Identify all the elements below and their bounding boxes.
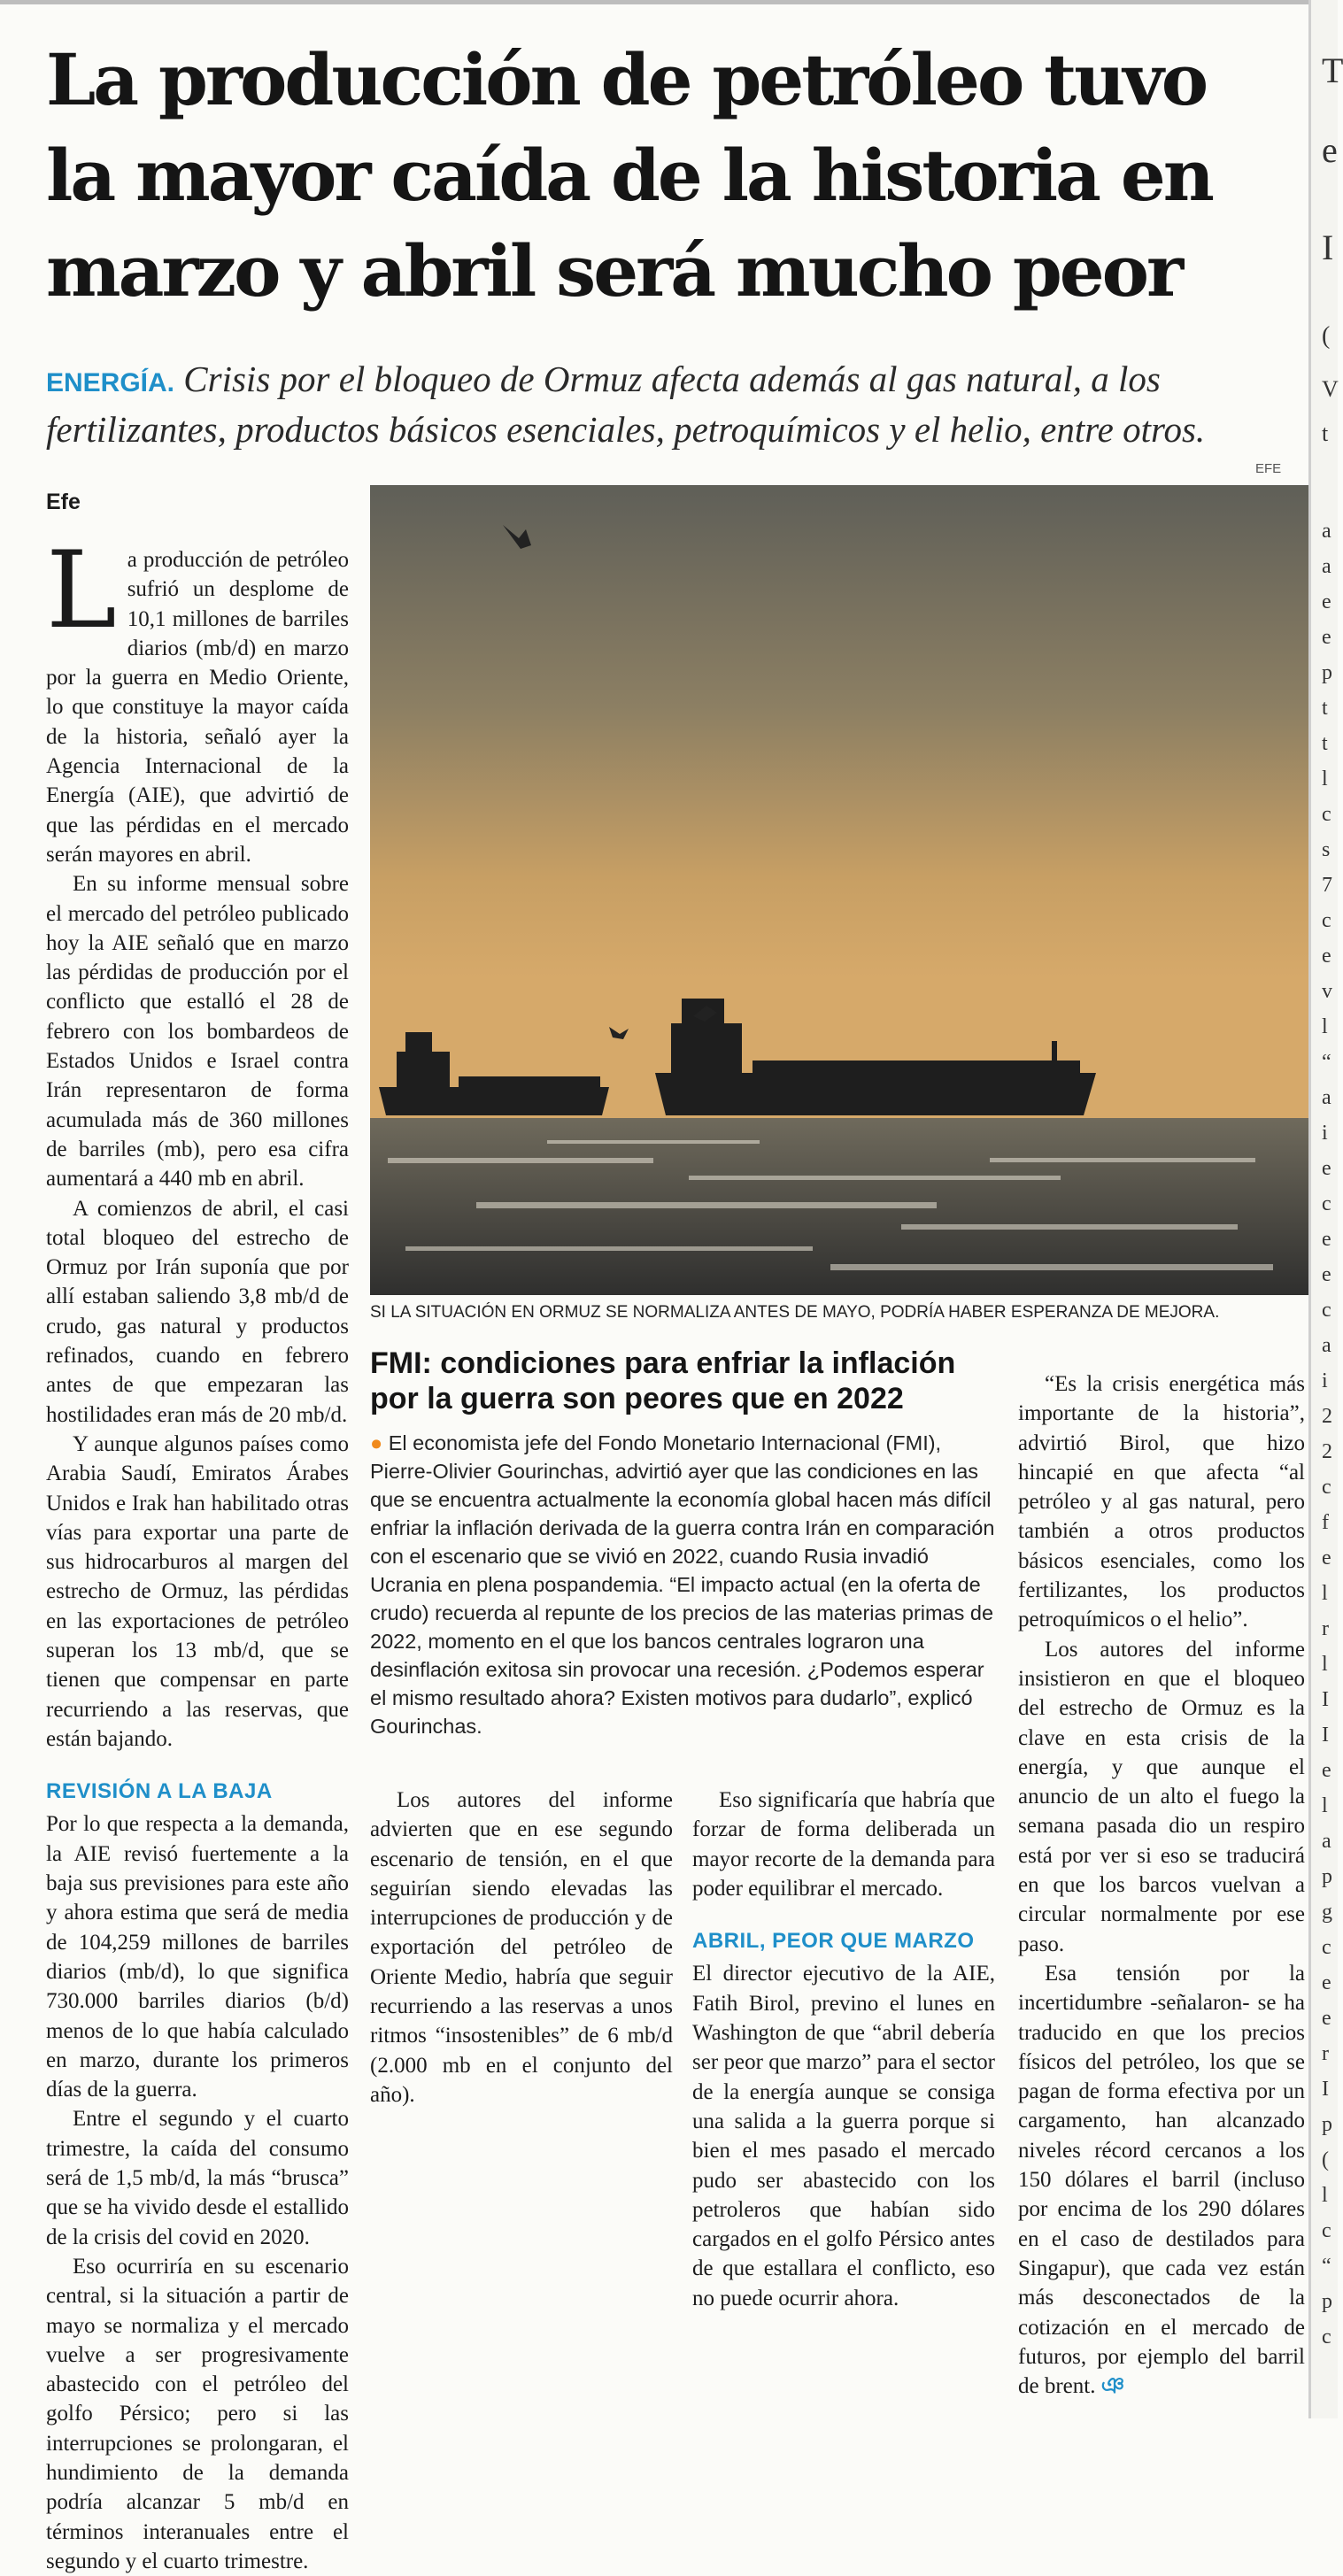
adjacent-fragment: r xyxy=(1322,2042,1329,2065)
adjacent-fragment: p xyxy=(1322,2113,1332,2136)
adjacent-fragment: p xyxy=(1322,661,1332,684)
adjacent-fragment: i xyxy=(1322,1122,1328,1145)
end-mark-icon: ঞ xyxy=(1100,2373,1125,2399)
byline: Efe xyxy=(46,490,81,514)
photo-illustration xyxy=(370,485,1310,1295)
adjacent-fragment: V xyxy=(1322,376,1339,402)
adjacent-fragment: a xyxy=(1322,1086,1331,1109)
adjacent-fragment: “ xyxy=(1322,1051,1331,1074)
adjacent-fragment: 7 xyxy=(1322,874,1332,897)
adjacent-fragment: a xyxy=(1322,1334,1331,1357)
adjacent-fragment: s xyxy=(1322,838,1331,861)
adjacent-fragment: e xyxy=(1322,945,1331,968)
adjacent-fragment: c xyxy=(1322,1192,1331,1215)
adjacent-fragment: I xyxy=(1322,1724,1329,1747)
adjacent-fragment: I xyxy=(1322,1688,1329,1711)
body-paragraph: En su informe mensual sobre el mercado del petróleo publicado hoy la AIE señaló que en marzo las pérdidas de producción por el conflicto que estalló el 28 de febrero con los bombardeos de Estados Unidos e Israel contra Irán representaron de forma acumulada más de 360 millones de barriles (mb), pero esa cifra aumentará a 440 mb en abril. xyxy=(46,872,349,1192)
adjacent-fragment: e xyxy=(1322,590,1331,613)
section-kicker: ENERGÍA. xyxy=(46,368,175,397)
article-column-4 xyxy=(1018,1369,1305,2401)
bullet-icon: ● xyxy=(370,1431,383,1454)
adjacent-fragment: e xyxy=(1322,1759,1331,1782)
adjacent-fragment: e xyxy=(1322,130,1338,170)
adjacent-fragment: ( xyxy=(1322,322,1331,350)
deck-text: Crisis por el bloqueo de Ormuz afecta además al gas natural, a los fertilizantes, productos básicos esenciales, petroquímicos y el helio, entre otros. xyxy=(46,359,1206,450)
adjacent-fragment: I xyxy=(1322,228,1334,267)
adjacent-fragment: t xyxy=(1322,732,1328,755)
adjacent-fragment: e xyxy=(1322,1263,1331,1286)
adjacent-fragment: l xyxy=(1322,1015,1328,1038)
adjacent-fragment: e xyxy=(1322,626,1331,649)
adjacent-fragment: e xyxy=(1322,1546,1331,1570)
adjacent-fragment: l xyxy=(1322,1794,1328,1817)
subhead-abril: ABRIL, PEOR QUE MARZO xyxy=(692,1929,975,1954)
body-paragraph: Eso significaría que habría que forzar de forma deliberada un mayor recorte de la demanda para poder equilibrar el mercado. xyxy=(692,1788,995,1901)
body-paragraph: El director ejecutivo de la AIE, Fatih Birol, previno el lunes en Washington de que “abril debería ser peor que marzo” para el sector de la energía aunque se consiga una salida a la guerra porque si bien el mes pasado el mercado pudo ser abastecido con los petroleros que habían sido cargados en el golfo Pérsico antes de que estallara el conflicto, eso no puede ocurrir ahora. xyxy=(692,1962,995,2310)
adjacent-fragment: 2 xyxy=(1322,1440,1332,1463)
article-column-1 xyxy=(46,529,349,2576)
adjacent-fragment: e xyxy=(1322,1157,1331,1180)
adjacent-fragment: I xyxy=(1322,2078,1329,2101)
adjacent-fragment: r xyxy=(1322,1617,1329,1640)
adjacent-fragment: i xyxy=(1322,1369,1328,1392)
fmi-sidebar-box xyxy=(370,1346,1004,1770)
adjacent-fragment: c xyxy=(1322,2219,1331,2242)
sky xyxy=(370,485,1310,1118)
photo-credit: EFE xyxy=(1255,461,1282,476)
adjacent-fragment: c xyxy=(1322,1299,1331,1322)
subhead-revision: REVISIÓN A LA BAJA xyxy=(46,1779,273,1804)
adjacent-fragment: “ xyxy=(1322,2255,1331,2278)
headline: La producción de petróleo tuvo la mayor caída de la historia en marzo y abril será mucho peor xyxy=(46,38,1212,312)
article-column-3 xyxy=(692,1785,995,2313)
body-paragraph: Entre el segundo y el cuarto trimestre, la caída del consumo será de 1,5 mb/d, la más “brusca” que se ha vivido desde el estallido de la crisis del covid en 2020. xyxy=(46,2107,349,2249)
sidebar-title: FMI: condiciones para enfriar la inflación por la guerra son peores que en 2022 xyxy=(370,1346,956,1415)
adjacent-fragment: c xyxy=(1322,909,1331,932)
adjacent-fragment: t xyxy=(1322,420,1329,446)
adjacent-fragment: f xyxy=(1322,1511,1329,1534)
adjacent-fragment: p xyxy=(1322,1865,1332,1888)
body-paragraph: Y aunque algunos países como Arabia Saudí, Emiratos Árabes Unidos e Irak han habilitado otras vías para exportar una parte de sus hidrocarburos al margen del estrecho de Ormuz, las pérdidas en las exportaciones de petróleo superan los 13 mb/d, que se tienen que compensar en parte recurriendo a las reservas, que están bajando. xyxy=(46,1431,349,1751)
article-column-2 xyxy=(370,1785,673,2109)
deck xyxy=(46,356,1285,452)
adjacent-page-strip xyxy=(1308,0,1343,2418)
adjacent-fragment: p xyxy=(1322,2290,1332,2313)
body-paragraph: Los autores del informe insistieron en que el bloqueo del estrecho de Ormuz es la clave en esta crisis de la energía, y que aunque el anuncio de un alto el fuego la semana pasada dio un respiro está por ver si eso se traducirá en que los barcos vuelvan a circular normalmente por ese paso. xyxy=(1018,1637,1305,1956)
adjacent-fragment: e xyxy=(1322,1971,1331,1994)
adjacent-fragment: 2 xyxy=(1322,1405,1332,1428)
body-paragraph: “Es la crisis energética más importante de la historia”, advirtió Birol, que hizo hincapié en que afecta “al petróleo y al gas natural, pero también a otros productos básicos esenciales, como los fertilizantes, los productos petroquímicos o el helio”. xyxy=(1018,1372,1305,1632)
adjacent-fragment: l xyxy=(1322,767,1328,791)
adjacent-fragment: c xyxy=(1322,1936,1331,1959)
lead-paragraph: La producción de petróleo sufrió un desplome de 10,1 millones de barriles diarios (mb/d) en marzo por la guerra en Medio Oriente, lo que constituye la mayor caída de la historia, señaló ayer la Agencia Internacional de la Energía (AIE), que advirtió de que las pérdidas en el mercado serán mayores en abril. xyxy=(46,529,349,867)
news-photo-tankers-sunset xyxy=(370,485,1310,1295)
adjacent-fragment: T xyxy=(1322,50,1343,90)
drop-cap: L xyxy=(46,529,117,652)
adjacent-fragment: t xyxy=(1322,697,1328,720)
adjacent-fragment: c xyxy=(1322,803,1331,826)
body-paragraph: Los autores del informe advierten que en ese segundo escenario de tensión, en el que seguirían siendo elevadas las interrupciones de producción y de exportación del petróleo de Oriente Medio, habría que seguir recurriendo a las reservas a unos ritmos “insostenibles” de 6 mb/d (2.000 mb en el conjunto del año). xyxy=(370,1788,673,2107)
sidebar-body: ● El economista jefe del Fondo Monetario Internacional (FMI), Pierre-Olivier Gourinchas, advirtió ayer que las condiciones en las que se encuentra actualmente la economía global hacen más difícil enfriar la inflación derivada de la guerra contra Irán en comparación con el escenario que se vivió en 2022, cuando Rusia invadió Ucrania en plena pospandemia. “El impacto actual (en la oferta de crudo) recuerda al repunte de los precios de las materias primas de 2022, momento en el que los bancos centrales lograron una desinflación exitosa sin provocar una recesión. ¿Podemos esperar el mismo resultado ahora? Existen motivos para dudarlo”, explicó Gourinchas. xyxy=(370,1431,995,1738)
adjacent-fragment: l xyxy=(1322,2184,1328,2207)
body-paragraph: Por lo que respecta a la demanda, la AIE revisó fuertemente a la baja sus previsiones para este año y ahora estima que será de media de 104,259 millones de barriles diarios (mb/d), lo que significa 730.000 barriles diarios (b/d) menos de lo que había calculado en marzo, durante los primeros días de la guerra. xyxy=(46,1812,349,2102)
adjacent-fragment: e xyxy=(1322,1228,1331,1251)
adjacent-fragment: e xyxy=(1322,2007,1331,2030)
adjacent-fragment: l xyxy=(1322,1653,1328,1676)
adjacent-fragment: c xyxy=(1322,1476,1331,1499)
adjacent-fragment: a xyxy=(1322,555,1331,578)
adjacent-fragment: ( xyxy=(1322,2148,1329,2171)
adjacent-fragment: l xyxy=(1322,1582,1328,1605)
adjacent-fragment: a xyxy=(1322,1830,1331,1853)
body-paragraph: Eso ocurriría en su escenario central, si la situación a partir de mayo se normaliza y el mercado vuelve a ser progresivamente abastecido con el petróleo del golfo Pérsico; pero si las interrupciones se prolongaran, el hundimiento de la demanda podría alcanzar 5 mb/d en términos interanuales entre el segundo y el cuarto trimestre. xyxy=(46,2254,349,2573)
photo-caption: SI LA SITUACIÓN EN ORMUZ SE NORMALIZA ANTES DE MAYO, PODRÍA HABER ESPERANZA DE MEJORA. xyxy=(370,1303,1220,1322)
body-paragraph: A comienzos de abril, el casi total bloqueo del estrecho de Ormuz por Irán suponía que por allí estaban saliendo 3,8 mb/d de crudo, gas natural y productos refinados, cuando en febrero antes de que empezaran las hostilidades eran más de 20 mb/d. xyxy=(46,1196,349,1427)
adjacent-fragment: g xyxy=(1322,1901,1332,1924)
page-top-rule xyxy=(0,0,1335,4)
adjacent-fragment: a xyxy=(1322,520,1331,543)
adjacent-fragment: c xyxy=(1322,2325,1331,2348)
adjacent-fragment: v xyxy=(1322,980,1332,1003)
body-paragraph: Esa tensión por la incertidumbre -señalaron- se ha traducido en que los precios físicos del petróleo, los que se pagan de forma efectiva por un cargamento, han alcanzado niveles récord cercanos a los 150 dólares el barril (incluso por encima de los 290 dólares en el caso de destilados para Singapur), que cada vez están más desconectados de la cotización en el mercado de futuros, por ejemplo del barril de brent. ঞ xyxy=(1018,1961,1305,2399)
